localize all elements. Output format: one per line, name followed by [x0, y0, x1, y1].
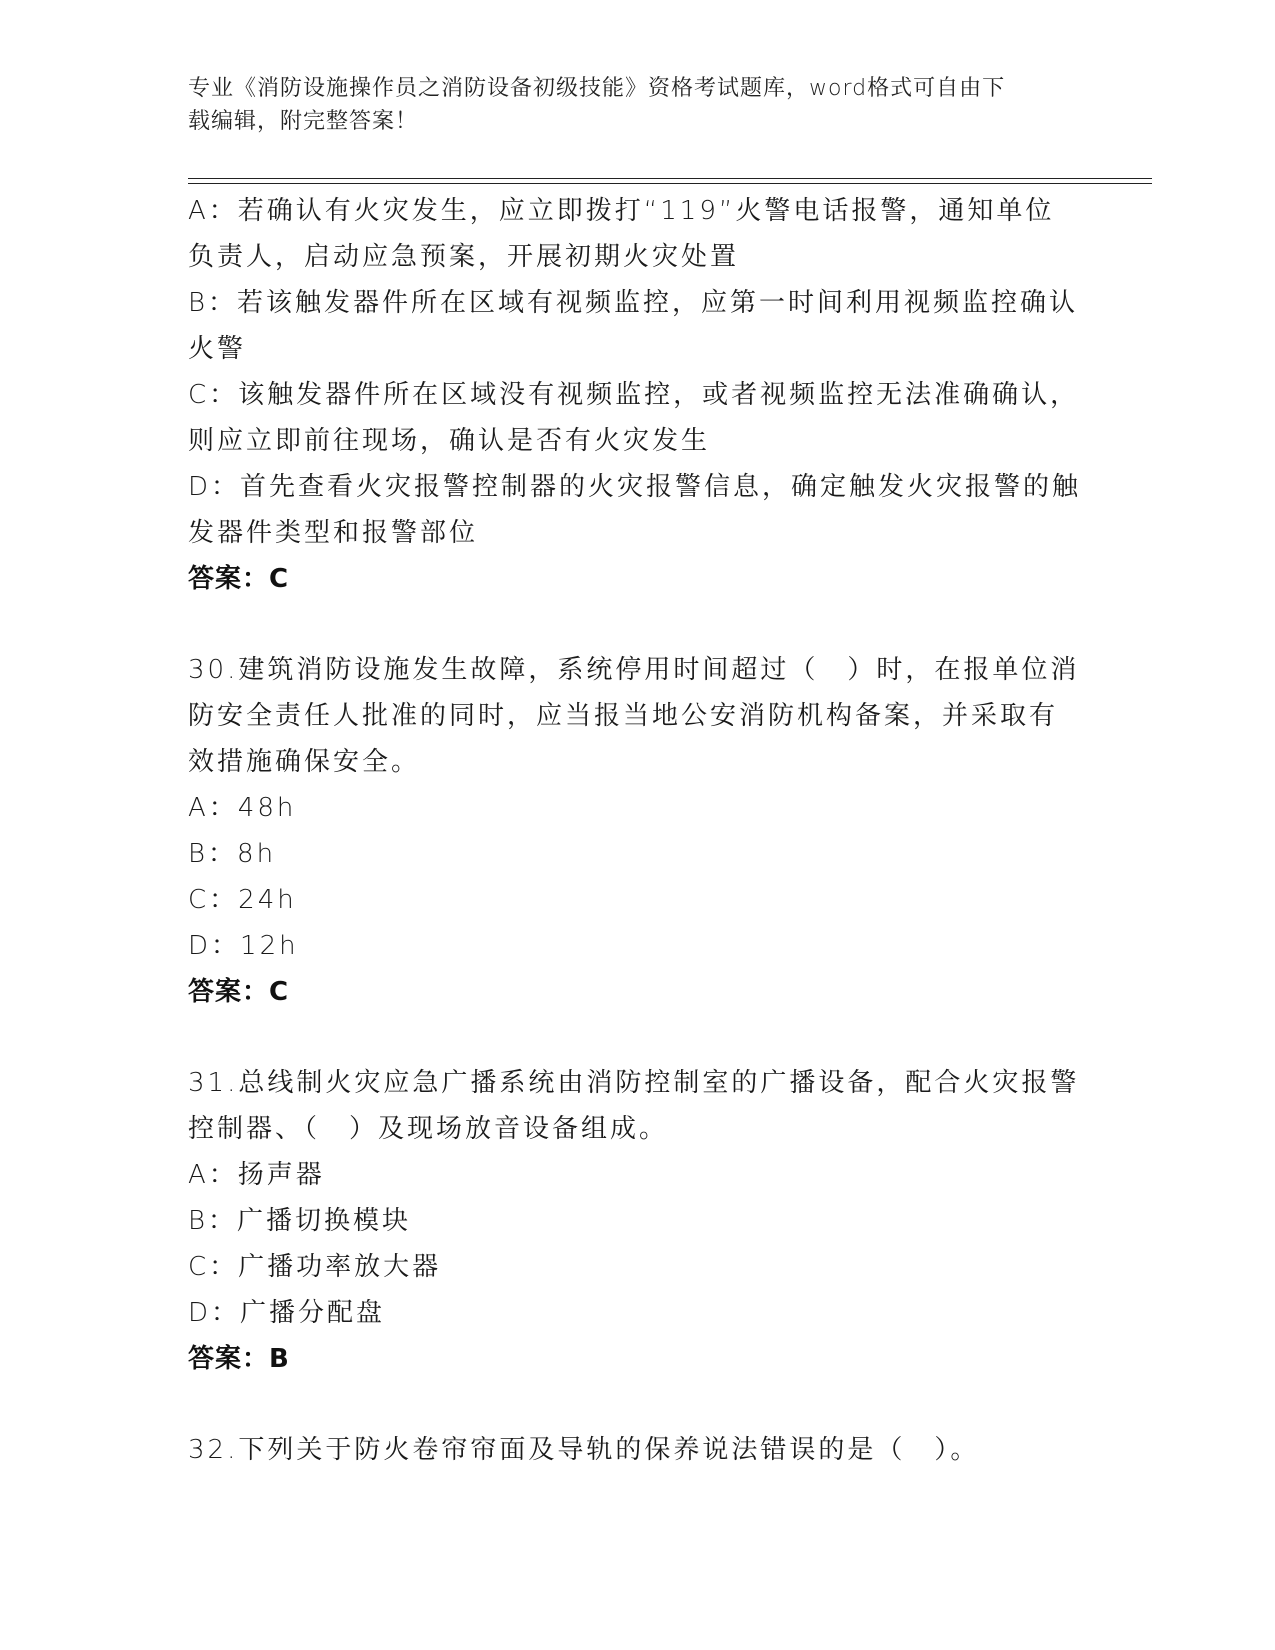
option-c-line-1: C：该触发器件所在区域没有视频监控，或者视频监控无法准确确认， — [188, 380, 1080, 410]
option-b: B：广播切换模块 — [188, 1206, 412, 1236]
option-a: A：48h — [188, 793, 297, 823]
header-line-2: 载编辑，附完整答案！ — [188, 109, 419, 134]
option-d: D：12h — [188, 931, 299, 961]
option-b: B：8h — [188, 839, 277, 869]
option-c: C：24h — [188, 885, 297, 915]
option-a: A：扬声器 — [188, 1160, 325, 1190]
question-30-stem-line-1: 30.建筑消防设施发生故障，系统停用时间超过（ ）时，在报单位消 — [188, 655, 1080, 685]
option-b-line-1: B：若该触发器件所在区域有视频监控，应第一时间利用视频监控确认 — [188, 288, 1079, 318]
answer-29: 答案：C — [188, 564, 290, 594]
question-content — [188, 188, 1088, 1473]
header-rule-bottom — [188, 183, 1152, 184]
question-32 — [188, 1427, 1088, 1473]
option-a-line-1: A：若确认有火灾发生，应立即拨打“119”火警电话报警，通知单位 — [188, 196, 1055, 226]
option-c: C：广播功率放大器 — [188, 1252, 442, 1282]
document-header — [188, 72, 1068, 138]
question-30-stem-line-3: 效措施确保安全。 — [188, 747, 421, 777]
question-29 — [188, 188, 1088, 602]
answer-30: 答案：C — [188, 977, 290, 1007]
spacer — [188, 602, 1088, 647]
question-31-stem-line-2: 控制器、（ ）及现场放音设备组成。 — [188, 1114, 669, 1144]
question-31-stem-line-1: 31.总线制火灾应急广播系统由消防控制室的广播设备，配合火灾报警 — [188, 1068, 1080, 1098]
question-32-stem-line-1: 32.下列关于防火卷帘帘面及导轨的保养说法错误的是（ ）。 — [188, 1435, 980, 1465]
spacer — [188, 1015, 1088, 1060]
header-line-1: 专业《消防设施操作员之消防设备初级技能》资格考试题库，word格式可自由下 — [188, 76, 1006, 101]
question-30 — [188, 647, 1088, 1015]
option-c-line-2: 则应立即前往现场，确认是否有火灾发生 — [188, 426, 711, 456]
header-rule-top — [188, 178, 1152, 179]
question-31 — [188, 1060, 1088, 1382]
option-a-line-2: 负责人，启动应急预案，开展初期火灾处置 — [188, 242, 740, 272]
answer-31: 答案：B — [188, 1344, 290, 1374]
option-b-line-2: 火警 — [188, 334, 247, 364]
spacer — [188, 1382, 1088, 1427]
option-d-line-1: D：首先查看火灾报警控制器的火灾报警信息，确定触发火灾报警的触 — [188, 472, 1082, 502]
question-30-stem-line-2: 防安全责任人批准的同时，应当报当地公安消防机构备案，并采取有 — [188, 701, 1059, 731]
option-d-line-2: 发器件类型和报警部位 — [188, 518, 479, 548]
option-d: D：广播分配盘 — [188, 1298, 386, 1328]
